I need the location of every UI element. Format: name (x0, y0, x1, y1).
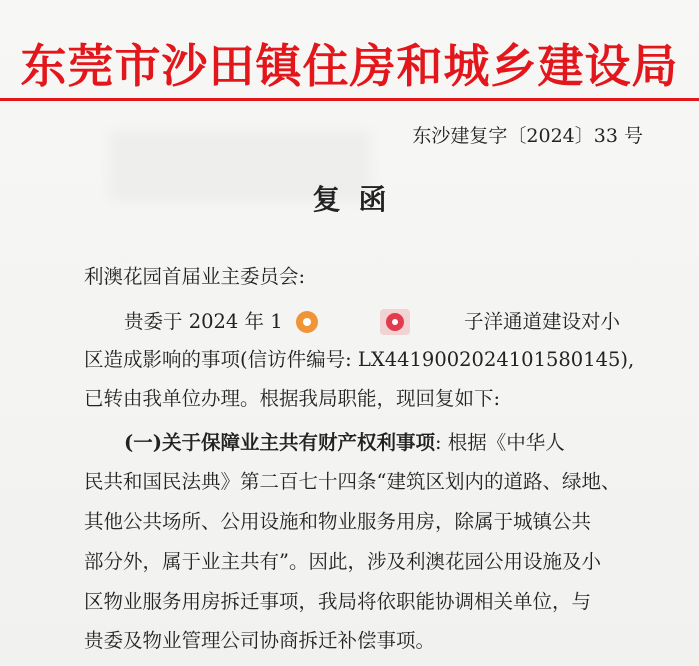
letterhead-title: 东莞市沙田镇住房和城乡建设局 (20, 39, 679, 93)
watermark-logo-icon (296, 311, 318, 333)
body-line-7: 部分外，属于业主共有”。因此，涉及利澳花园公用设施及小 (84, 550, 601, 573)
watermark-overlay (380, 309, 410, 335)
body-line-5: 民共和国民法典》第二百七十四条“建筑区划内的道路、绿地、 (84, 470, 621, 493)
watermark-badge-icon (386, 313, 404, 331)
letterhead-divider (0, 98, 699, 101)
body-line-6: 其他公共场所、公用设施和物业服务用房，除属于城镇公共 (84, 510, 592, 533)
body-line-4 (124, 428, 565, 458)
body-line-3: 已转由我单位办理。根据我局职能，现回复如下: (84, 387, 501, 410)
body-line-1 (124, 307, 283, 337)
body-line-1-tail: 子洋通道建设对小 (464, 310, 621, 333)
body-line-2: 区造成影响的事项(信访件编号: LX4419002024101580145), (84, 348, 635, 371)
body-line-1-head: 贵委于 2024 年 1 (124, 310, 283, 333)
salutation: 利澳花园首届业主委员会: (84, 265, 306, 288)
section-heading: (一)关于保障业主共有财产权利事项 (124, 431, 435, 454)
document-number: 东沙建复字〔2024〕33 号 (412, 125, 643, 147)
body-line-8: 区物业服务用房拆迁事项，我局将依职能协调相关单位，与 (84, 590, 592, 613)
document-title: 复函 (312, 183, 405, 216)
body-line-9: 贵委及物业管理公司协商拆迁补偿事项。 (84, 629, 436, 652)
section-heading-tail: : 根据《中华人 (434, 431, 565, 454)
